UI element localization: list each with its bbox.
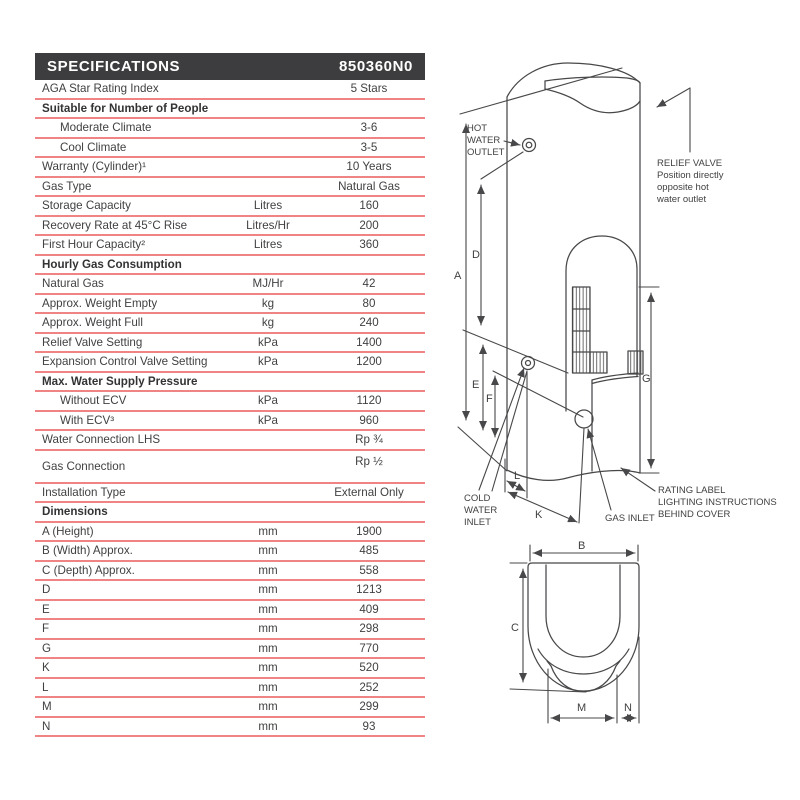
cell-label: D bbox=[42, 583, 51, 597]
cell-label: A (Height) bbox=[42, 524, 94, 538]
dim-letter-M: M bbox=[577, 702, 587, 714]
table-row bbox=[35, 679, 425, 699]
cell-label: Expansion Control Valve Setting bbox=[42, 355, 208, 369]
cell-value: 240 bbox=[359, 316, 379, 330]
cell-unit: mm bbox=[258, 544, 278, 558]
hot-water-outlet-label: OUTLET bbox=[467, 147, 505, 158]
relief-valve-label: Position directly bbox=[657, 170, 724, 181]
table-row bbox=[35, 523, 425, 543]
cell-label: Without ECV bbox=[60, 394, 127, 408]
cell-unit: mm bbox=[258, 661, 278, 675]
table-row bbox=[35, 217, 425, 237]
table-row bbox=[35, 562, 425, 582]
cell-label: Moderate Climate bbox=[60, 121, 152, 135]
table-row bbox=[35, 119, 425, 139]
relief-valve-label: water outlet bbox=[657, 194, 707, 205]
cell-value: 1900 bbox=[356, 524, 382, 538]
cell-unit: mm bbox=[258, 719, 278, 733]
section-row bbox=[35, 100, 425, 120]
table-row bbox=[35, 484, 425, 504]
cell-unit: kPa bbox=[258, 355, 278, 369]
cold-water-inlet-label: WATER bbox=[464, 505, 498, 516]
dim-letter-C: C bbox=[511, 622, 519, 634]
rating-label-note: BEHIND COVER bbox=[658, 509, 731, 520]
cell-value: 1120 bbox=[356, 394, 382, 408]
cell-label: F bbox=[42, 622, 50, 636]
cell-value: 200 bbox=[359, 218, 379, 232]
cell-label: Water Connection LHS bbox=[42, 433, 161, 447]
table-row bbox=[35, 698, 425, 718]
cell-unit: kg bbox=[261, 316, 275, 330]
cell-unit: Litres bbox=[253, 238, 283, 252]
cell-label: Dimensions bbox=[42, 505, 108, 519]
cell-unit: kg bbox=[261, 296, 275, 310]
dim-letter-L: L bbox=[514, 470, 521, 482]
cell-label: Relief Valve Setting bbox=[42, 335, 143, 349]
cell-label: With ECV³ bbox=[60, 413, 115, 427]
table-row bbox=[35, 412, 425, 432]
cell-unit: kPa bbox=[258, 413, 278, 427]
table-row bbox=[35, 353, 425, 373]
hot-water-outlet-label: HOT bbox=[467, 123, 488, 134]
cell-label: Approx. Weight Full bbox=[42, 316, 143, 330]
dim-letter-E: E bbox=[472, 379, 480, 391]
cell-value: 409 bbox=[359, 602, 379, 616]
cell-value: 485 bbox=[359, 544, 379, 558]
table-rows bbox=[35, 80, 425, 737]
table-row bbox=[35, 334, 425, 354]
cell-value: 5 Stars bbox=[350, 82, 388, 96]
dim-letter-N: N bbox=[624, 702, 632, 714]
cell-unit: MJ/Hr bbox=[252, 277, 284, 291]
section-row bbox=[35, 373, 425, 393]
rating-label-note: RATING LABEL bbox=[658, 485, 726, 496]
dim-letter-A: A bbox=[454, 270, 462, 282]
product-diagram bbox=[440, 40, 800, 760]
table-row bbox=[35, 431, 425, 451]
model-number: 850360N0 bbox=[338, 58, 413, 75]
cell-value: 3-6 bbox=[360, 121, 378, 135]
cell-label: Cool Climate bbox=[60, 140, 127, 154]
relief-valve-leader bbox=[657, 88, 690, 107]
cold-water-inlet-label: INLET bbox=[464, 517, 491, 528]
cell-label: E bbox=[42, 602, 50, 616]
cell-label: L bbox=[42, 680, 49, 694]
cell-label: B (Width) Approx. bbox=[42, 544, 133, 558]
cell-value: Rp ¾ bbox=[355, 433, 383, 447]
cell-value: 520 bbox=[359, 661, 379, 675]
cell-unit: mm bbox=[258, 583, 278, 597]
table-row bbox=[35, 178, 425, 198]
table-row bbox=[35, 392, 425, 412]
hot-water-outlet-label: WATER bbox=[467, 135, 501, 146]
gas-inlet-label: GAS INLET bbox=[605, 513, 655, 524]
access-cover bbox=[592, 373, 638, 471]
cell-value: 1400 bbox=[356, 335, 382, 349]
cell-value: 960 bbox=[359, 413, 379, 427]
plan-middle-curve bbox=[538, 649, 629, 674]
cell-value: 298 bbox=[359, 622, 379, 636]
table-row bbox=[35, 601, 425, 621]
cold-water-inlet-label: COLD bbox=[464, 493, 491, 504]
table-row bbox=[35, 620, 425, 640]
table-header bbox=[35, 53, 425, 80]
vent-grille-tall bbox=[573, 287, 591, 373]
control-recess bbox=[566, 236, 643, 411]
cell-label: Max. Water Supply Pressure bbox=[42, 374, 198, 388]
cell-value: 299 bbox=[359, 700, 379, 714]
table-row bbox=[35, 197, 425, 217]
dim-letter-G: G bbox=[642, 373, 651, 385]
table-title: SPECIFICATIONS bbox=[47, 58, 181, 75]
table-row bbox=[35, 158, 425, 178]
dim-line-K bbox=[508, 492, 577, 522]
cell-unit: mm bbox=[258, 524, 278, 538]
relief-valve-label: opposite hot bbox=[657, 182, 709, 193]
top-view-labels bbox=[511, 540, 632, 714]
relief-valve-label: RELIEF VALVE bbox=[657, 158, 723, 169]
gas-inlet-port bbox=[575, 410, 593, 428]
table-row bbox=[35, 718, 425, 738]
table-row bbox=[35, 139, 425, 159]
cell-unit: mm bbox=[258, 563, 278, 577]
dim-letter-K: K bbox=[535, 509, 543, 521]
cell-label: Natural Gas bbox=[42, 277, 104, 291]
table-row bbox=[35, 659, 425, 679]
cell-value: 252 bbox=[359, 680, 379, 694]
cell-value: 10 Years bbox=[346, 160, 392, 174]
table-row bbox=[35, 80, 425, 100]
cell-label: Approx. Weight Empty bbox=[42, 296, 158, 310]
cell-unit: mm bbox=[258, 602, 278, 616]
cell-unit: Litres bbox=[253, 199, 283, 213]
rating-label-note: LIGHTING INSTRUCTIONS bbox=[658, 497, 777, 508]
cell-unit: mm bbox=[258, 680, 278, 694]
cell-value: 93 bbox=[362, 719, 376, 733]
top-view bbox=[528, 563, 639, 692]
cell-label: N bbox=[42, 719, 51, 733]
cell-value: 770 bbox=[359, 641, 379, 655]
table-row bbox=[35, 640, 425, 660]
cell-unit: kPa bbox=[258, 335, 278, 349]
plan-outer-outline bbox=[528, 563, 639, 691]
cell-value: 1200 bbox=[356, 355, 382, 369]
table-row bbox=[35, 275, 425, 295]
cell-unit: mm bbox=[258, 641, 278, 655]
cell-label: Warranty (Cylinder)¹ bbox=[42, 160, 146, 174]
cell-label: Gas Connection bbox=[42, 459, 126, 473]
cell-value: External Only bbox=[334, 485, 404, 499]
cell-label: C (Depth) Approx. bbox=[42, 563, 135, 577]
dim-letter-F: F bbox=[486, 393, 493, 405]
cell-value: Natural Gas bbox=[338, 179, 400, 193]
cell-label: M bbox=[42, 700, 52, 714]
cell-value: 80 bbox=[362, 296, 376, 310]
cell-label: Recovery Rate at 45°C Rise bbox=[42, 218, 188, 232]
table-row bbox=[35, 295, 425, 315]
table-row bbox=[35, 236, 425, 256]
plan-inner-outline bbox=[546, 565, 620, 657]
dim-letter-B: B bbox=[578, 540, 586, 552]
cell-label: Suitable for Number of People bbox=[42, 101, 209, 115]
cell-unit: kPa bbox=[258, 394, 278, 408]
cell-value: 3-5 bbox=[360, 140, 378, 154]
cell-unit: mm bbox=[258, 700, 278, 714]
cell-value: 1213 bbox=[356, 583, 382, 597]
section-row bbox=[35, 256, 425, 276]
cell-value: Rp ½ bbox=[355, 454, 383, 468]
cell-value: 160 bbox=[359, 199, 379, 213]
section-row bbox=[35, 503, 425, 523]
dim-line-L bbox=[507, 481, 525, 491]
dim-letter-D: D bbox=[472, 249, 480, 261]
cell-value: 360 bbox=[359, 238, 379, 252]
table-row bbox=[35, 542, 425, 562]
cell-label: Gas Type bbox=[42, 179, 92, 193]
cell-label: Hourly Gas Consumption bbox=[42, 257, 182, 271]
cell-label: AGA Star Rating Index bbox=[42, 82, 159, 96]
cell-label: Storage Capacity bbox=[42, 199, 131, 213]
table-row bbox=[35, 581, 425, 601]
cell-label: K bbox=[42, 661, 50, 675]
specifications-table bbox=[35, 53, 425, 737]
vent-grille-foot bbox=[590, 352, 607, 373]
cell-unit: Litres/Hr bbox=[246, 218, 290, 232]
cell-value: 558 bbox=[359, 563, 379, 577]
hot-water-outlet-port bbox=[523, 139, 536, 152]
cell-label: Installation Type bbox=[42, 485, 126, 499]
cell-value: 42 bbox=[362, 277, 376, 291]
cell-unit: mm bbox=[258, 622, 278, 636]
cell-label: G bbox=[42, 641, 52, 655]
table-row bbox=[35, 451, 425, 484]
cell-label: First Hour Capacity² bbox=[42, 238, 146, 252]
table-row bbox=[35, 314, 425, 334]
vent-grille-small bbox=[628, 351, 643, 374]
rating-label-leader bbox=[621, 468, 655, 491]
